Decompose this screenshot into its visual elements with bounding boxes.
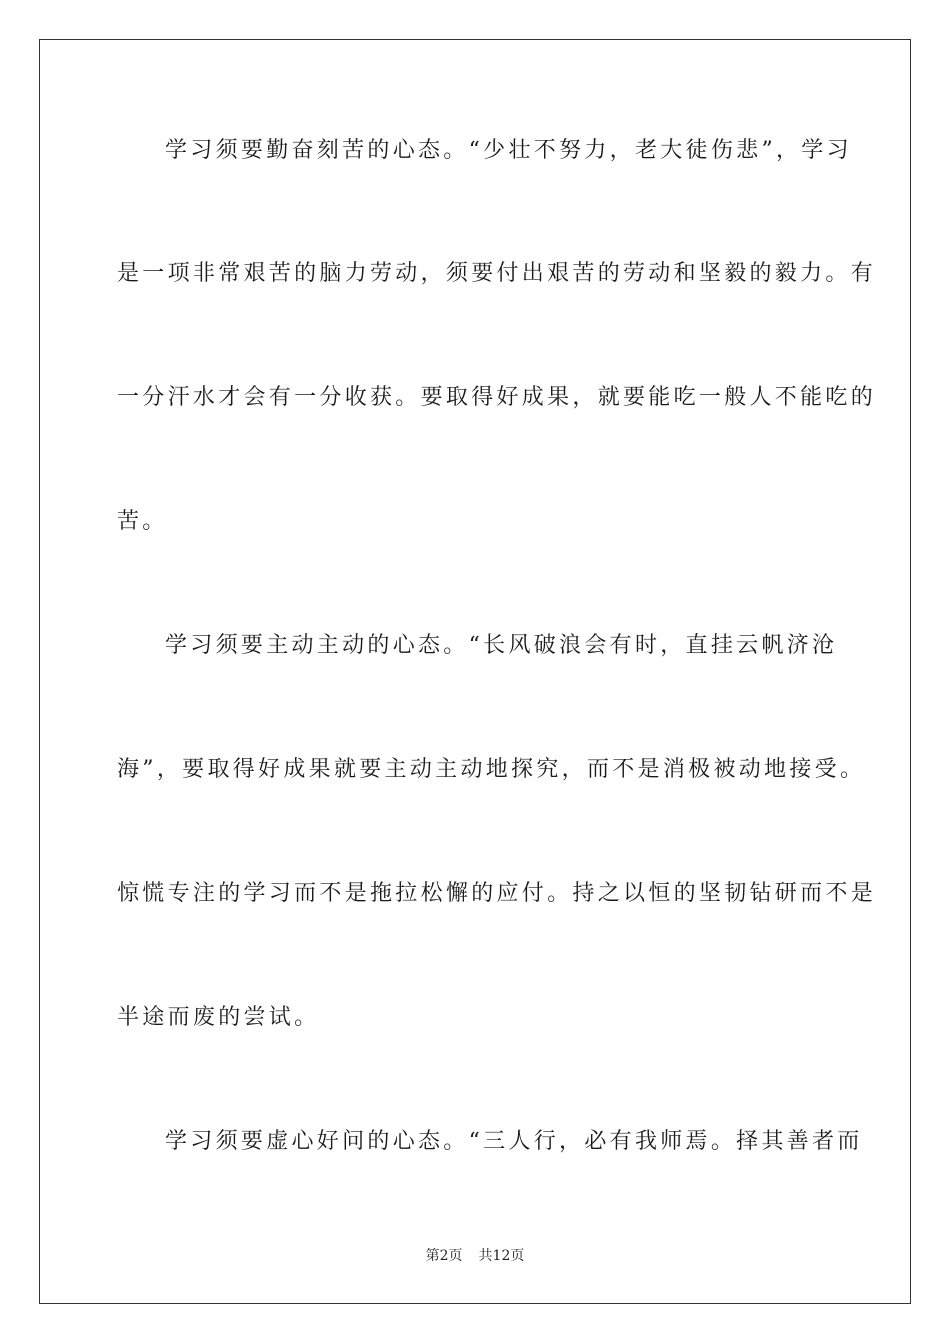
body-text-line: 学习须要主动主动的心态。“长风破浪会有时，直挂云帆济沧 [165,633,838,658]
body-text-line: 苦。 [117,509,168,534]
page-border [39,39,911,1304]
body-text-line: 是一项非常艰苦的脑力劳动，须要付出艰苦的劳动和坚毅的毅力。有 [117,261,877,286]
body-text-line: 惊慌专注的学习而不是拖拉松懈的应付。持之以恒的坚韧钻研而不是 [117,881,877,906]
body-text-line: 学习须要勤奋刻苦的心态。“少壮不努力，老大徒伤悲”，学习 [165,138,852,163]
body-text-line: 学习须要虚心好问的心态。“三人行，必有我师焉。择其善者而 [165,1129,863,1154]
body-text-line: 海”，要取得好成果就要主动主动地探究，而不是消极被动地接受。 [117,757,866,782]
body-text-line: 半途而废的尝试。 [117,1005,320,1030]
page-footer [0,1247,950,1265]
body-text-line: 一分汗水才会有一分收获。要取得好成果，就要能吃一般人不能吃的 [117,385,877,410]
total-pages: 共12页 [478,1248,525,1264]
page-number: 第2页 [425,1248,463,1264]
